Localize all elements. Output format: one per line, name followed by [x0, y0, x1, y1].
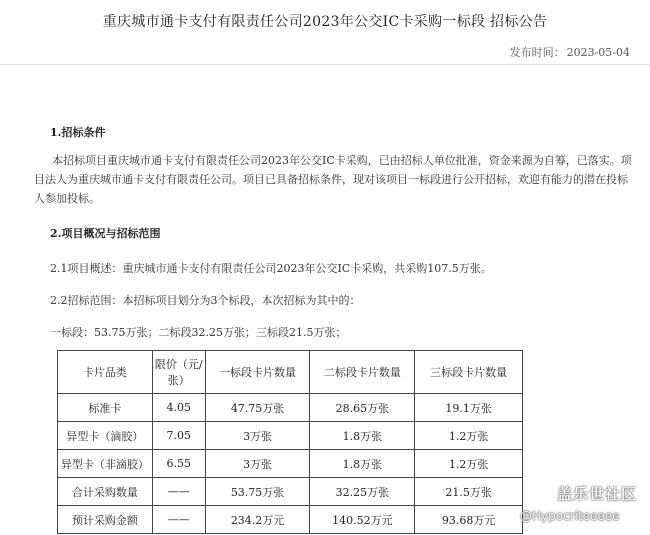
title-divider — [0, 64, 650, 65]
publish-time-label: 发布时间： — [509, 46, 565, 59]
table-cell: 1.8万张 — [310, 422, 415, 450]
table-row — [58, 506, 523, 534]
table-cell: 3万张 — [205, 450, 310, 478]
table-cell: 3万张 — [205, 422, 310, 450]
table-cell: 预计采购金额 — [58, 506, 153, 534]
publish-date: 2023-05-04 — [566, 46, 630, 59]
table-cell: 28.65万张 — [310, 394, 415, 422]
table-header: 一标段卡片数量 — [205, 351, 310, 394]
table-cell: 21.5万张 — [415, 478, 523, 506]
table-cell: 234.2万元 — [205, 506, 310, 534]
table-cell: 47.75万张 — [205, 394, 310, 422]
lot-quantities: 一标段：53.75万张；二标段32.25万张；三标段21.5万张； — [50, 326, 347, 339]
table-row — [58, 394, 523, 422]
table-cell: —— — [152, 478, 205, 506]
table-header-row — [58, 351, 523, 394]
table-cell: 1.8万张 — [310, 450, 415, 478]
table-cell: 异型卡（非滴胶） — [58, 450, 153, 478]
table-row — [58, 450, 523, 478]
table-cell: 93.68万元 — [415, 506, 523, 534]
table-header: 三标段卡片数量 — [415, 351, 523, 394]
table-header: 限价（元/张） — [152, 351, 205, 394]
table-cell: 19.1万张 — [415, 394, 523, 422]
table-row — [58, 478, 523, 506]
section-1-body: 本招标项目重庆城市通卡支付有限责任公司2023年公交IC卡采购，已由招标人单位批准，资金来源为自筹，已落实。项目法人为重庆城市通卡支付有限责任公司。项目已具备招标条件，现对该项目一标段进行公开招标，欢迎有能力的潜在投标人参加投标。 — [34, 154, 632, 205]
publish-time — [510, 44, 630, 60]
table-cell: 合计采购数量 — [58, 478, 153, 506]
table-header: 二标段卡片数量 — [310, 351, 415, 394]
table-cell: —— — [152, 506, 205, 534]
notice-title: 重庆城市通卡支付有限责任公司2023年公交IC卡采购一标段 招标公告 — [102, 14, 548, 30]
bid-table — [57, 350, 523, 534]
bid-scope: 2.2招标范围：本招标项目划分为3个标段，本次招标为其中的： — [50, 294, 361, 307]
project-overview: 2.1项目概述：重庆城市通卡支付有限责任公司2023年公交IC卡采购，共采购107.5万张。 — [50, 262, 492, 275]
table-cell: 标准卡 — [58, 394, 153, 422]
table-cell: 140.52万元 — [310, 506, 415, 534]
table-row — [58, 422, 523, 450]
table-cell: 异型卡（滴胶） — [58, 422, 153, 450]
section-1-heading: 1.招标条件 — [50, 126, 106, 139]
watermark-brand: 盖乐世社区 — [557, 485, 638, 503]
table-cell: 1.2万张 — [415, 450, 523, 478]
table-cell: 53.75万张 — [205, 478, 310, 506]
table-cell: 7.05 — [152, 422, 205, 450]
table-cell: 32.25万张 — [310, 478, 415, 506]
table-cell: 6.55 — [152, 450, 205, 478]
table-cell: 4.05 — [152, 394, 205, 422]
table-cell: 1.2万张 — [415, 422, 523, 450]
section-2-heading: 2.项目概况与招标范围 — [50, 227, 161, 240]
table-header: 卡片品类 — [58, 351, 153, 394]
watermark-handle: @Hypocriteeeee — [520, 509, 620, 523]
